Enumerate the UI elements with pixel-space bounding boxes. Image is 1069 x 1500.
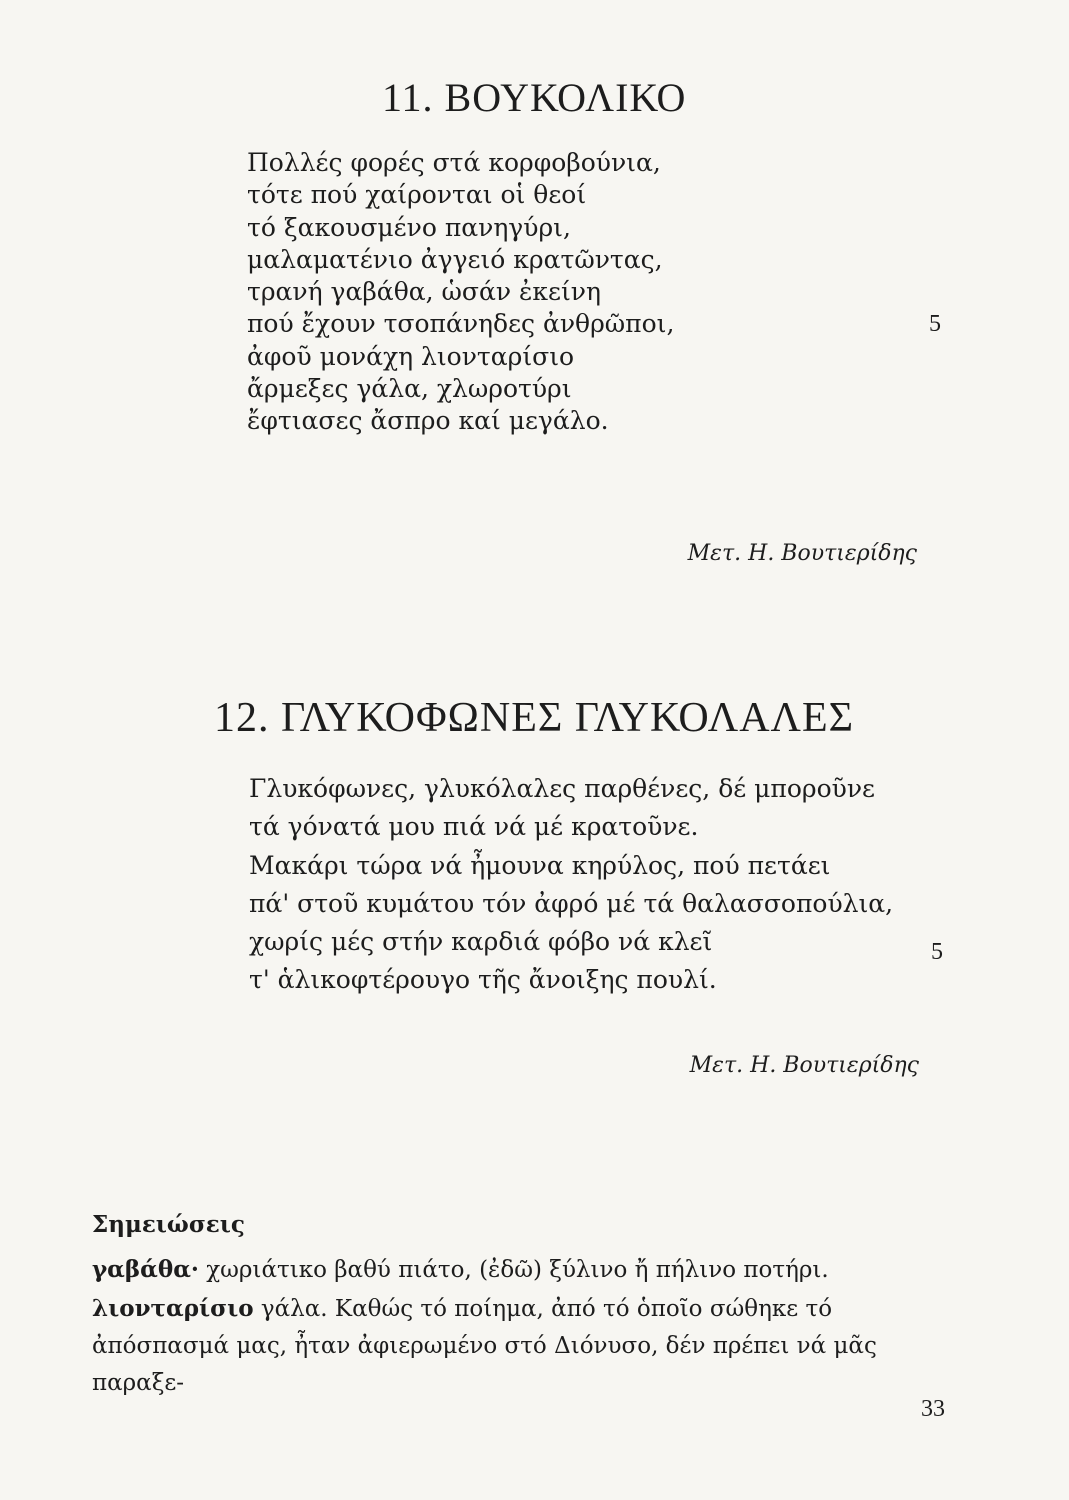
poem-line: πά' στοῦ κυμάτου τόν ἀφρό μέ τά θαλασσοπούλια, — [249, 888, 894, 918]
poem-line: ἄρμεξες γάλα, χλωροτύρι — [247, 374, 572, 404]
poem-line: ἔφτιασες ἄσπρο καί μεγάλο. — [247, 406, 609, 436]
note-term: γαβάθα· — [92, 1256, 199, 1283]
poem-line: ἀφοῦ μονάχη λιονταρίσιο — [247, 341, 575, 371]
notes-heading: Σημειώσεις — [92, 1211, 245, 1238]
poem-line: Μακάρι τώρα νά ἦμουνα κηρύλος, πού πετάει — [249, 850, 831, 880]
poem-line: μαλαματένιο ἀγγειό κρατῶντας, — [247, 244, 663, 274]
poem-line: πού ἔχουν τσοπάνηδες ἀνθρῶποι, — [247, 309, 675, 339]
line-number: 5 — [931, 939, 943, 965]
poem-title: 11. ΒΟΥΚΟΛΙΚΟ — [382, 75, 687, 120]
poem-line: τότε πού χαίρονται οἱ θεοί — [247, 180, 587, 210]
poem-stanza — [249, 770, 893, 1000]
translator-credit: Μετ. Η. Βουτιερίδης — [687, 541, 917, 566]
note-text: χωριάτικο βαθύ πιάτο, (ἐδῶ) ξύλινο ἤ πήλινο ποτήρι. — [198, 1257, 829, 1283]
poem-line: Πολλές φορές στά κορφοβούνια, — [247, 148, 661, 177]
translator-credit: Μετ. Η. Βουτιερίδης — [689, 1053, 919, 1078]
poem-line: χωρίς μές στήν καρδιά φόβο νά κλεῖ — [249, 927, 713, 957]
poem-line: τό ξακουσμένο πανηγύρι, — [247, 212, 571, 242]
page-number: 33 — [921, 1396, 945, 1422]
line-number: 5 — [929, 311, 941, 337]
poem-stanza — [247, 147, 674, 438]
poem-line: τρανή γαβάθα, ὡσάν ἐκείνη — [247, 277, 601, 307]
poem-title: 12. ΓΛΥΚΟΦΩΝΕΣ ΓΛΥΚΟΛΑΛΕΣ — [214, 695, 855, 741]
poem-line: Γλυκόφωνες, γλυκόλαλες παρθένες, δέ μποροῦνε — [249, 774, 875, 803]
note-entry — [92, 1290, 948, 1402]
note-text: γάλα. Καθώς τό ποίημα, ἀπό τό ὁποῖο σώθηκε τό ἀπόσπασμά μας, ἦταν ἀφιερωμένο στό Διόνυσο, δέν πρέπει νά μᾶς παραξε- — [92, 1296, 877, 1396]
note-entry — [92, 1251, 948, 1289]
note-term: λιονταρίσιο — [92, 1295, 254, 1322]
poem-line: τά γόνατά μου πιά νά μέ κρατοῦνε. — [249, 812, 699, 842]
poem-line: τ' ἁλικοφτέρουγο τῆς ἄνοιξης πουλί. — [249, 965, 717, 995]
